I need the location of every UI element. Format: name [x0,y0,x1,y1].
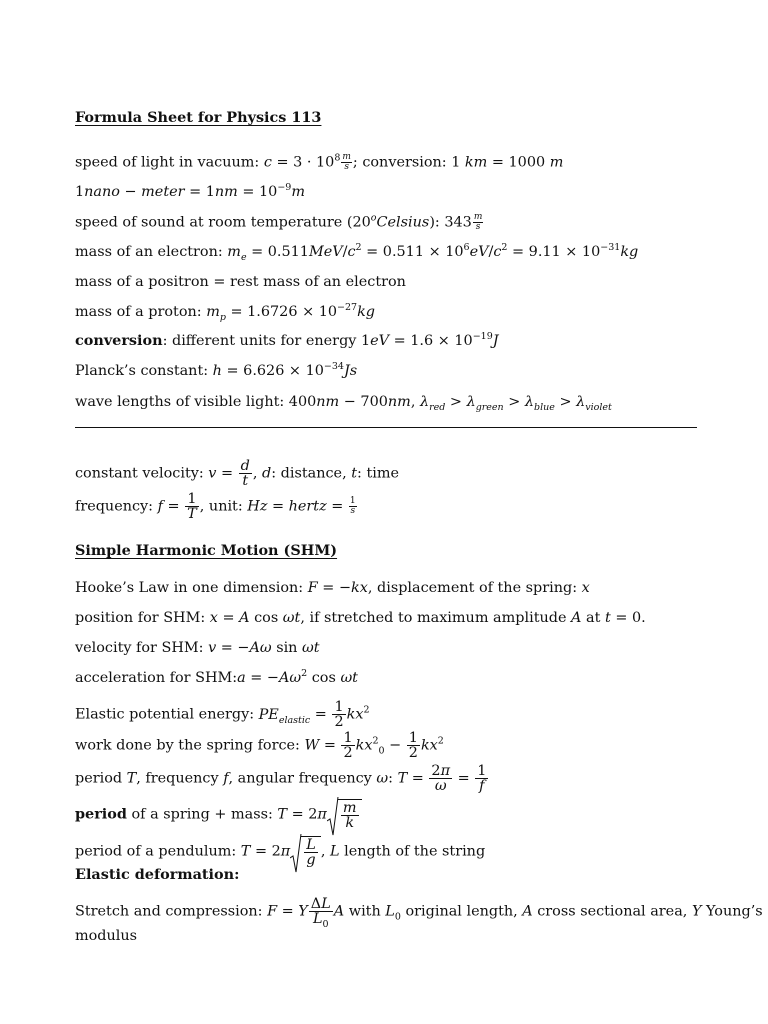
elastic-pe-line: Elastic potential energy: $PE_{elastic}$ = $\frac{1}{2}$ $kx^2$ [75,699,370,730]
stretch-compression-line: Stretch and compression: F = Y $\frac{\Delta L}{L_0}$ A with $L_0$ original length, A cross sectional area, Y Young’s [75,896,763,930]
spring-work-line: work done by the spring force: W = $\frac{1}{2}$ $kx^2_0$ − $\frac{1}{2}$ $kx^2$ [75,730,444,761]
pendulum-period-line: period of a pendulum: T = 2π $\frac{L}{g}$ , L length of the string [75,836,485,867]
proton-mass-line: mass of a proton: $m_p = 1.6726 \times 10^{-27}kg$ [75,302,376,323]
planck-constant-line: Planck’s constant: $h = 6.626 \times 10^{-34}Js$ [75,361,358,379]
spring-period-line: period of a spring + mass: T = 2π $\frac{m}{k}$ [75,799,362,830]
speed-of-sound-line: speed of sound at room temperature (20$^o$Celsius): 343 $\frac{m}{s}$ [75,212,483,232]
section-divider [75,427,697,428]
elastic-deformation-heading: Elastic deformation: [75,866,240,883]
frequency-line: frequency: f = $\frac{1}{T}$ , unit: Hz = hertz = $\frac{1}{s}$ [75,491,356,522]
nanometer-line: 1nano − meter = $1nm = 10^{-9}m$ [75,182,305,200]
shm-acceleration-line: acceleration for SHM:a = $-A\omega^2$ cos ωt [75,668,358,686]
electron-mass-line: mass of an electron: $m_e = 0.511MeV/c^2 = 0.511 \times 10^6eV/c^2 = 9.11 \times 10^{-31}kg$ [75,242,639,263]
visible-light-line: wave lengths of visible light: 400nm − 700nm, $\lambda_{red} > \lambda_{green} > \lambda_{blue} > \lambda_{violet}$ [75,394,612,413]
energy-conversion-line: conversion: different units for energy $1eV = 1.6 \times 10^{-19}J$ [75,331,499,349]
hookes-law-line: Hooke’s Law in one dimension: F = −kx, displacement of the spring: x [75,580,590,596]
shm-heading: Simple Harmonic Motion (SHM) [75,542,338,559]
speed-of-light-line: speed of light in vacuum: $c = 3 \cdot 10^8$ $\frac{m}{s}$ ; conversion: 1 km = 1000 m [75,152,564,172]
shm-position-line: position for SHM: x = A cos ωt, if stretched to maximum amplitude A at t = 0. [75,610,646,626]
shm-velocity-line: velocity for SHM: v = −Aω sin ωt [75,640,320,656]
page-title: Formula Sheet for Physics 113 [75,109,322,126]
positron-mass-line: mass of a positron = rest mass of an electron [75,274,406,290]
modulus-continuation-line: modulus [75,928,138,944]
angular-frequency-line: period T, frequency f, angular frequency ω: T = $\frac{2\pi}{\omega}$ = $\frac{1}{f}$ [75,763,487,794]
constant-velocity-line: constant velocity: v = $\frac{d}{t}$ , d: distance, t: time [75,458,400,489]
